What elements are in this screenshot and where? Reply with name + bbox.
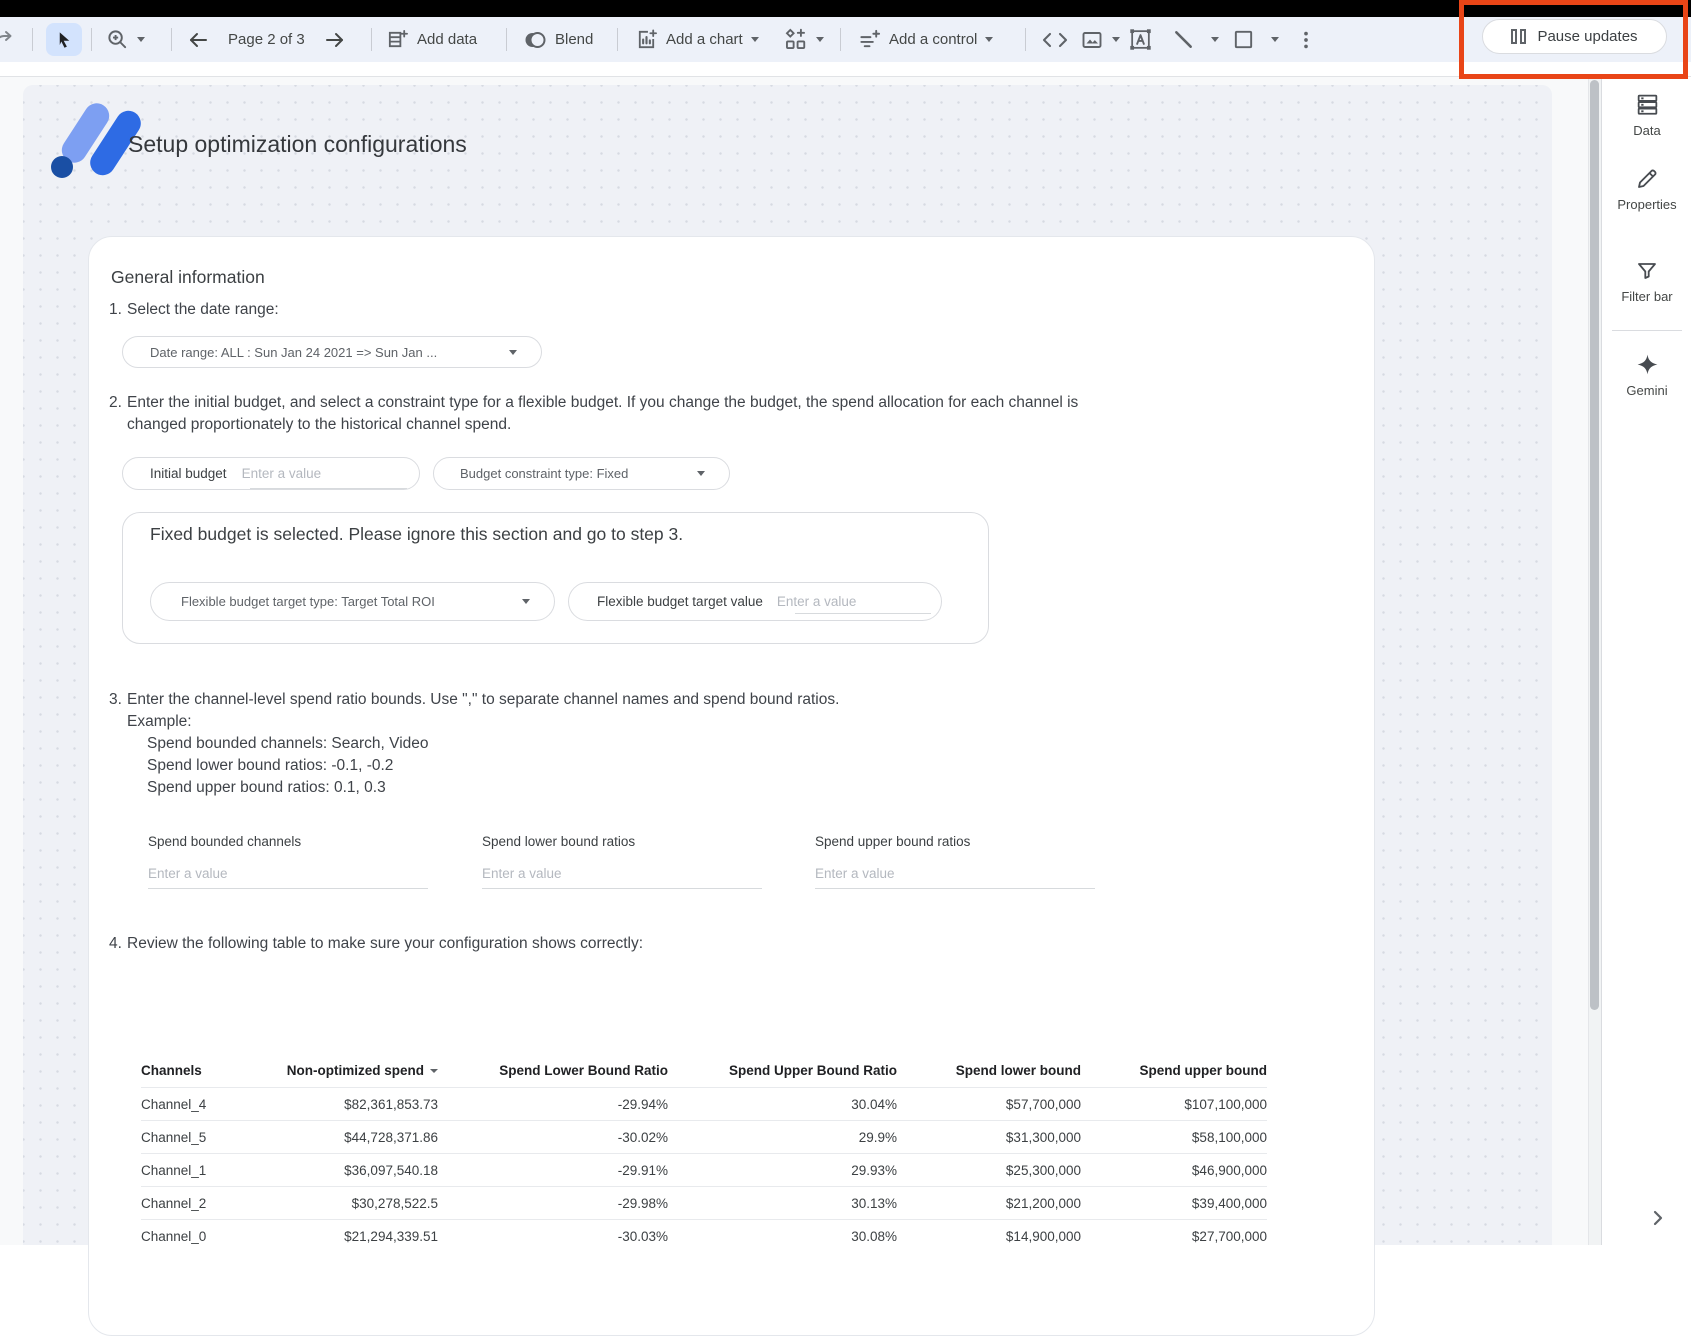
column-header-spend-upper-bound-ratio: Spend Upper Bound Ratio [729,1063,897,1078]
more-options-button[interactable] [1295,17,1317,62]
collapse-panel-chevron[interactable] [1650,1208,1666,1233]
community-visualizations-button[interactable] [783,17,824,62]
chevron-down-icon [985,37,993,42]
add-data-label: Add data [417,31,478,48]
next-page-arrow-icon[interactable] [323,28,347,52]
fixed-budget-note: Fixed budget is selected. Please ignore this section and go to step 3. [150,524,684,544]
more-vertical-icon [1295,29,1317,51]
table-row: Channel_4 $82,361,853.73 -29.94% 30.04% $57,700,000 $107,100,000 [141,1087,1267,1120]
filter-bar-label: Filter bar [1621,289,1673,304]
panel-item-properties[interactable] [1602,167,1691,212]
spend-bounded-channels-label: Spend bounded channels [148,834,302,849]
image-icon [1080,28,1104,52]
table-row: Channel_0 $21,294,339.51 -30.03% 30.08% $14,900,000 $27,700,000 [141,1219,1267,1252]
right-side-panel [1601,77,1691,1245]
column-header-channels: Channels [141,1063,202,1078]
step3-example-title: Example: [127,713,192,730]
column-header-spend-upper-bound: Spend upper bound [1139,1063,1267,1078]
add-control-label: Add a control [889,31,978,48]
toolbar [0,17,1691,62]
add-chart-button[interactable] [635,17,759,62]
pause-icon [1511,29,1526,44]
redo-icon[interactable] [0,17,16,62]
blend-icon [523,28,547,52]
panel-divider [1612,330,1682,331]
divider [171,28,172,51]
chevron-down-icon [816,37,824,42]
flexible-target-value-placeholder: Enter a value [776,594,857,609]
cursor-icon [55,30,74,49]
report-logo [45,97,130,182]
column-header-spend-lower-bound-ratio: Spend Lower Bound Ratio [499,1063,668,1078]
text-box-button[interactable] [1128,17,1153,62]
divider [506,28,507,51]
browser-top-bar [0,0,1691,17]
pencil-icon [1635,167,1659,191]
chevron-down-icon [1112,37,1120,42]
panel-item-gemini[interactable] [1602,352,1691,398]
rectangle-shape-icon [1232,28,1255,51]
select-tool-button[interactable] [46,23,82,56]
filter-funnel-icon [1635,259,1659,283]
column-header-spend-lower-bound: Spend lower bound [955,1063,1081,1078]
table-row: Channel_2 $30,278,522.5 -29.98% 30.13% $21,200,000 $39,400,000 [141,1186,1267,1219]
panel-item-data[interactable] [1602,92,1691,138]
spend-lower-bound-ratios-label: Spend lower bound ratios [482,834,636,849]
chevron-down-icon [751,37,759,42]
table-row: Channel_5 $44,728,371.86 -30.02% 29.9% $31,300,000 $58,100,000 [141,1120,1267,1153]
vertical-scrollbar-thumb[interactable] [1590,80,1599,1010]
budget-constraint-value: Budget constraint type: Fixed [460,466,629,481]
input-underline [148,888,428,889]
previous-page-arrow-icon[interactable] [186,28,210,52]
divider [32,28,33,51]
spend-bounded-channels-input[interactable]: Enter a value [148,866,228,881]
step1-label: 1. Select the date range: [109,301,279,318]
flexible-target-value-label: Flexible budget target value [597,594,763,609]
spend-upper-bound-ratios-input[interactable]: Enter a value [815,866,895,881]
add-image-button[interactable] [1080,17,1120,62]
chevron-right-icon [1650,1208,1666,1228]
date-range-control[interactable] [122,336,542,368]
chevron-down-icon [697,471,705,476]
chevron-down-icon [137,37,145,42]
shape-tool-button[interactable] [1232,17,1279,62]
data-label: Data [1633,123,1661,138]
data-icon [1635,92,1660,117]
step4-label: 4. Review the following table to make sure your configuration shows correctly: [109,935,644,952]
budget-constraint-type-control[interactable] [433,457,730,490]
input-underline [250,488,407,489]
zoom-tool-button[interactable] [106,17,145,62]
initial-budget-input[interactable] [122,457,420,490]
date-range-value: Date range: ALL : Sun Jan 24 2021 => Sun Jan ... [150,344,438,360]
add-data-button[interactable] [386,17,477,62]
blend-button[interactable] [523,17,593,62]
embed-code-icon [1042,29,1068,51]
community-viz-icon [783,27,808,52]
table-header-row [141,1054,1267,1087]
step3-example-line: Spend bounded channels: Search, Video [147,735,429,752]
divider [371,28,372,51]
properties-label: Properties [1617,197,1677,212]
add-chart-icon [635,28,658,51]
flexible-budget-target-value-input[interactable] [568,582,942,621]
input-underline [482,888,762,889]
input-underline [795,613,931,614]
line-tool-button[interactable] [1172,17,1219,62]
chevron-down-icon [1271,37,1279,42]
step3-example-line: Spend upper bound ratios: 0.1, 0.3 [147,779,386,796]
add-chart-label: Add a chart [666,31,743,48]
initial-budget-label: Initial budget [150,466,227,481]
spend-upper-bound-ratios-label: Spend upper bound ratios [815,834,971,849]
sort-descending-icon [430,1069,438,1073]
report-title: Setup optimization configurations [128,131,467,157]
logo-dot [51,156,73,178]
add-control-icon [858,28,881,51]
add-data-icon [386,28,409,51]
url-embed-button[interactable] [1042,17,1068,62]
blend-label: Blend [555,31,594,48]
page-navigation [186,17,347,62]
chevron-down-icon [509,350,517,355]
divider [617,28,618,51]
zoom-icon [106,28,129,51]
add-control-button[interactable] [858,17,993,62]
pause-updates-button[interactable] [1482,19,1667,54]
spend-lower-bound-ratios-input[interactable]: Enter a value [482,866,562,881]
step3-example-line: Spend lower bound ratios: -0.1, -0.2 [147,757,394,774]
configuration-card [88,236,1375,1336]
pause-updates-label: Pause updates [1537,28,1638,45]
step3-label: 3. Enter the channel-level spend ratio bounds. Use "," to separate channel names and spend bound ratios. [109,691,840,708]
line-icon [1172,28,1195,51]
configuration-table [141,1054,1267,1252]
flexible-budget-target-type-control[interactable] [150,582,555,621]
toolbar-bottom-strip [0,62,1691,77]
flexible-target-type-value: Flexible budget target type: Target Total ROI [181,594,435,609]
fixed-budget-box [122,512,989,644]
divider [91,28,92,51]
panel-item-filter-bar[interactable] [1602,259,1691,304]
step2-label: 2. Enter the initial budget, and select a constraint type for a flexible budget. If you change the budget, the spend allocation for each channel is changed proportionately to the historical channel spend. [109,394,1079,433]
column-header-non-optimized-spend[interactable]: Non-optimized spend [271,1063,438,1078]
gemini-sparkle-icon [1635,352,1660,377]
input-underline [815,888,1095,889]
chevron-down-icon [522,599,530,604]
text-box-icon [1128,27,1153,52]
table-row: Channel_1 $36,097,540.18 -29.91% 29.93% $25,300,000 $46,900,000 [141,1153,1267,1186]
section-title: General information [111,267,265,287]
chevron-down-icon [1211,37,1219,42]
gemini-label: Gemini [1626,383,1668,398]
divider [840,28,841,51]
page-indicator: Page 2 of 3 [228,31,305,48]
divider [1025,28,1026,51]
initial-budget-placeholder: Enter a value [241,466,322,481]
